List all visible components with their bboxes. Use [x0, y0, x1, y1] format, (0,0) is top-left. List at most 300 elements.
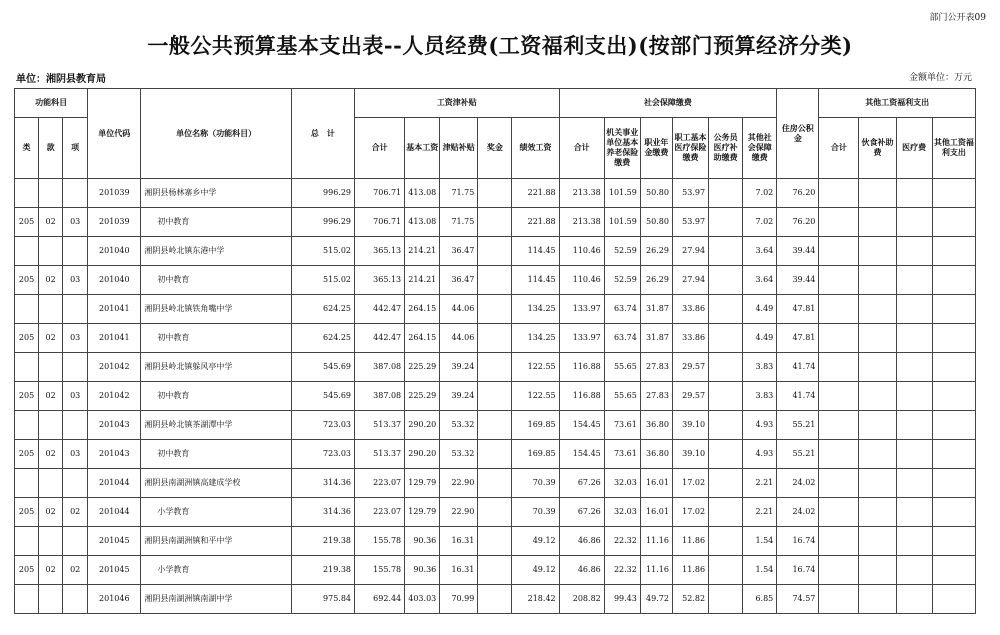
budget-table: [14, 88, 976, 614]
medical-cell: 27.94: [672, 237, 708, 266]
total-cell: 515.02: [291, 237, 354, 266]
header-xiang: 项: [63, 118, 88, 179]
housing-fund-cell: 24.02: [777, 498, 819, 527]
med-fee-cell: [896, 295, 932, 324]
header-total: 总 计: [291, 89, 354, 179]
unit-code-cell: 201039: [88, 179, 141, 208]
kuan-cell: [39, 295, 63, 324]
other-social-cell: 3.64: [743, 237, 777, 266]
bonus-cell: [478, 469, 512, 498]
pension-cell: 63.74: [604, 324, 640, 353]
medical-cell: 17.02: [672, 498, 708, 527]
xiang-cell: [63, 469, 88, 498]
bonus-cell: [478, 179, 512, 208]
table-row: [15, 353, 976, 382]
total-cell: 996.29: [291, 208, 354, 237]
civil-medical-cell: [709, 440, 743, 469]
wa-total-cell: 365.13: [355, 266, 405, 295]
housing-fund-cell: 16.74: [777, 527, 819, 556]
ow-total-cell: [819, 411, 859, 440]
pension-cell: 32.03: [604, 498, 640, 527]
merit-wage-cell: 122.55: [512, 353, 559, 382]
medical-cell: 33.86: [672, 295, 708, 324]
housing-fund-cell: 39.44: [777, 266, 819, 295]
med-fee-cell: [896, 556, 932, 585]
allowance-cell: 53.32: [440, 440, 478, 469]
ow-total-cell: [819, 266, 859, 295]
basic-wage-cell: 129.79: [405, 498, 440, 527]
unit-code-cell: 201040: [88, 266, 141, 295]
kuan-cell: 02: [39, 266, 63, 295]
form-code: 部门公开表09: [929, 13, 986, 23]
ss-total-cell: 110.46: [559, 266, 604, 295]
basic-wage-cell: 225.29: [405, 382, 440, 411]
header-merit-wage: 绩效工资: [512, 118, 559, 179]
other-social-cell: 4.49: [743, 324, 777, 353]
xiang-cell: 03: [63, 440, 88, 469]
xiang-cell: [63, 237, 88, 266]
ow-total-cell: [819, 208, 859, 237]
pension-cell: 101.59: [604, 208, 640, 237]
kuan-cell: [39, 585, 63, 614]
housing-fund-cell: 47.81: [777, 295, 819, 324]
unit-name-cell: 湘阴县南湖洲镇高建成学校: [141, 469, 291, 498]
bonus-cell: [478, 382, 512, 411]
bonus-cell: [478, 527, 512, 556]
wa-total-cell: 706.71: [355, 179, 405, 208]
meal-cell: [859, 585, 896, 614]
annuity-cell: 26.29: [640, 237, 672, 266]
pension-cell: 55.65: [604, 382, 640, 411]
medical-cell: 39.10: [672, 440, 708, 469]
housing-fund-cell: 16.74: [777, 556, 819, 585]
civil-medical-cell: [709, 179, 743, 208]
meal-cell: [859, 266, 896, 295]
housing-fund-cell: 55.21: [777, 411, 819, 440]
table-row: [15, 179, 976, 208]
total-cell: 975.84: [291, 585, 354, 614]
table-row: [15, 469, 976, 498]
total-cell: 624.25: [291, 295, 354, 324]
header-kuan: 款: [39, 118, 63, 179]
other-wage-cell: [932, 411, 975, 440]
housing-fund-cell: 47.81: [777, 324, 819, 353]
bonus-cell: [478, 498, 512, 527]
ss-total-cell: 46.86: [559, 527, 604, 556]
bonus-cell: [478, 324, 512, 353]
unit-code-cell: 201044: [88, 498, 141, 527]
meal-cell: [859, 556, 896, 585]
unit-name-cell: 湘阴县南湖洲镇和平中学: [141, 527, 291, 556]
lei-cell: [15, 469, 39, 498]
wa-total-cell: 155.78: [355, 527, 405, 556]
pension-cell: 22.32: [604, 527, 640, 556]
other-wage-cell: [932, 324, 975, 353]
civil-medical-cell: [709, 411, 743, 440]
annuity-cell: 50.80: [640, 179, 672, 208]
other-social-cell: 7.02: [743, 208, 777, 237]
unit-label: 单位：湘阴县教育局: [16, 74, 106, 85]
med-fee-cell: [896, 411, 932, 440]
table-row: [15, 237, 976, 266]
money-unit-label: 金额单位：万元: [908, 73, 972, 83]
header-pension: 机关事业单位基本养老保险缴费: [604, 118, 640, 179]
kuan-cell: [39, 411, 63, 440]
bonus-cell: [478, 266, 512, 295]
table-row: [15, 295, 976, 324]
housing-fund-cell: 41.74: [777, 382, 819, 411]
header-lei: 类: [15, 118, 39, 179]
other-social-cell: 4.49: [743, 295, 777, 324]
table-body: [15, 179, 976, 614]
page-title: 一般公共预算基本支出表--人员经费(工资福利支出)(按部门预算经济分类): [147, 33, 853, 58]
lei-cell: 205: [15, 440, 39, 469]
table-row: [15, 498, 976, 527]
other-wage-cell: [932, 237, 975, 266]
unit-name-cell: 初中教育: [141, 266, 291, 295]
basic-wage-cell: 413.08: [405, 179, 440, 208]
merit-wage-cell: 134.25: [512, 324, 559, 353]
ss-total-cell: 208.82: [559, 585, 604, 614]
civil-medical-cell: [709, 382, 743, 411]
bonus-cell: [478, 411, 512, 440]
unit-name-cell: 初中教育: [141, 208, 291, 237]
lei-cell: [15, 353, 39, 382]
ow-total-cell: [819, 585, 859, 614]
ss-total-cell: 110.46: [559, 237, 604, 266]
header-basic-wage: 基本工资: [405, 118, 440, 179]
other-social-cell: 3.64: [743, 266, 777, 295]
medical-cell: 53.97: [672, 179, 708, 208]
medical-cell: 29.57: [672, 353, 708, 382]
meal-cell: [859, 527, 896, 556]
xiang-cell: 03: [63, 324, 88, 353]
ss-total-cell: 46.86: [559, 556, 604, 585]
med-fee-cell: [896, 179, 932, 208]
wa-total-cell: 387.08: [355, 382, 405, 411]
xiang-cell: 03: [63, 382, 88, 411]
annuity-cell: 16.01: [640, 469, 672, 498]
basic-wage-cell: 290.20: [405, 440, 440, 469]
wa-total-cell: 692.44: [355, 585, 405, 614]
med-fee-cell: [896, 353, 932, 382]
ow-total-cell: [819, 353, 859, 382]
wa-total-cell: 513.37: [355, 411, 405, 440]
allowance-cell: 39.24: [440, 353, 478, 382]
other-wage-cell: [932, 208, 975, 237]
annuity-cell: 36.80: [640, 440, 672, 469]
allowance-cell: 22.90: [440, 498, 478, 527]
other-wage-cell: [932, 266, 975, 295]
bonus-cell: [478, 208, 512, 237]
unit-code-cell: 201043: [88, 411, 141, 440]
basic-wage-cell: 264.15: [405, 324, 440, 353]
ow-total-cell: [819, 237, 859, 266]
unit-code-cell: 201043: [88, 440, 141, 469]
unit-name-cell: 湘阴县岭北镇茶湖潭中学: [141, 411, 291, 440]
annuity-cell: 11.16: [640, 556, 672, 585]
housing-fund-cell: 76.20: [777, 179, 819, 208]
meal-cell: [859, 498, 896, 527]
merit-wage-cell: 49.12: [512, 556, 559, 585]
unit-code-cell: 201041: [88, 295, 141, 324]
merit-wage-cell: 49.12: [512, 527, 559, 556]
merit-wage-cell: 169.85: [512, 440, 559, 469]
xiang-cell: [63, 179, 88, 208]
table-row: [15, 556, 976, 585]
med-fee-cell: [896, 382, 932, 411]
basic-wage-cell: 413.08: [405, 208, 440, 237]
other-social-cell: 6.85: [743, 585, 777, 614]
total-cell: 219.38: [291, 527, 354, 556]
meal-cell: [859, 295, 896, 324]
total-cell: 314.36: [291, 498, 354, 527]
meal-cell: [859, 179, 896, 208]
lei-cell: [15, 237, 39, 266]
total-cell: 624.25: [291, 324, 354, 353]
other-wage-cell: [932, 469, 975, 498]
kuan-cell: [39, 179, 63, 208]
header-unit-name: 单位名称（功能科目）: [141, 89, 291, 179]
housing-fund-cell: 24.02: [777, 469, 819, 498]
ow-total-cell: [819, 382, 859, 411]
basic-wage-cell: 264.15: [405, 295, 440, 324]
bonus-cell: [478, 353, 512, 382]
meal-cell: [859, 440, 896, 469]
meal-cell: [859, 469, 896, 498]
pension-cell: 55.65: [604, 353, 640, 382]
medical-cell: 17.02: [672, 469, 708, 498]
allowance-cell: 70.99: [440, 585, 478, 614]
total-cell: 219.38: [291, 556, 354, 585]
kuan-cell: 02: [39, 324, 63, 353]
ss-total-cell: 213.38: [559, 208, 604, 237]
merit-wage-cell: 70.39: [512, 469, 559, 498]
total-cell: 996.29: [291, 179, 354, 208]
lei-cell: [15, 527, 39, 556]
kuan-cell: 02: [39, 556, 63, 585]
basic-wage-cell: 129.79: [405, 469, 440, 498]
med-fee-cell: [896, 237, 932, 266]
header-allowance: 津贴补贴: [440, 118, 478, 179]
xiang-cell: [63, 295, 88, 324]
table-row: [15, 382, 976, 411]
ow-total-cell: [819, 179, 859, 208]
bonus-cell: [478, 295, 512, 324]
table-row: [15, 440, 976, 469]
unit-name-cell: 湘阴县南湖洲镇南湖中学: [141, 585, 291, 614]
civil-medical-cell: [709, 237, 743, 266]
pension-cell: 63.74: [604, 295, 640, 324]
civil-medical-cell: [709, 353, 743, 382]
xiang-cell: [63, 527, 88, 556]
pension-cell: 32.03: [604, 469, 640, 498]
med-fee-cell: [896, 585, 932, 614]
lei-cell: 205: [15, 266, 39, 295]
unit-code-cell: 201045: [88, 527, 141, 556]
ss-total-cell: 133.97: [559, 295, 604, 324]
allowance-cell: 44.06: [440, 324, 478, 353]
ow-total-cell: [819, 440, 859, 469]
xiang-cell: 03: [63, 208, 88, 237]
other-social-cell: 4.93: [743, 440, 777, 469]
housing-fund-cell: 41.74: [777, 353, 819, 382]
unit-code-cell: 201042: [88, 382, 141, 411]
housing-fund-cell: 74.57: [777, 585, 819, 614]
lei-cell: [15, 295, 39, 324]
meal-cell: [859, 324, 896, 353]
housing-fund-cell: 39.44: [777, 237, 819, 266]
lei-cell: 205: [15, 208, 39, 237]
ow-total-cell: [819, 295, 859, 324]
other-wage-cell: [932, 353, 975, 382]
total-cell: 314.36: [291, 469, 354, 498]
kuan-cell: [39, 237, 63, 266]
civil-medical-cell: [709, 498, 743, 527]
ss-total-cell: 154.45: [559, 440, 604, 469]
basic-wage-cell: 214.21: [405, 266, 440, 295]
unit-name-cell: 湘阴县岭北镇东港中学: [141, 237, 291, 266]
lei-cell: 205: [15, 382, 39, 411]
basic-wage-cell: 214.21: [405, 237, 440, 266]
medical-cell: 53.97: [672, 208, 708, 237]
header-other-social: 其他社会保障缴费: [743, 118, 777, 179]
wa-total-cell: 365.13: [355, 237, 405, 266]
medical-cell: 29.57: [672, 382, 708, 411]
medical-cell: 11.86: [672, 527, 708, 556]
other-social-cell: 1.54: [743, 556, 777, 585]
other-social-cell: 3.83: [743, 382, 777, 411]
ow-total-cell: [819, 324, 859, 353]
allowance-cell: 16.31: [440, 556, 478, 585]
other-social-cell: 1.54: [743, 527, 777, 556]
ow-total-cell: [819, 556, 859, 585]
annuity-cell: 11.16: [640, 527, 672, 556]
table-row: [15, 411, 976, 440]
allowance-cell: 36.47: [440, 266, 478, 295]
merit-wage-cell: 218.42: [512, 585, 559, 614]
xiang-cell: 02: [63, 498, 88, 527]
basic-wage-cell: 225.29: [405, 353, 440, 382]
other-wage-cell: [932, 179, 975, 208]
annuity-cell: 31.87: [640, 324, 672, 353]
wa-total-cell: 155.78: [355, 556, 405, 585]
header-wage-allowance: 工资津补贴: [355, 89, 560, 118]
pension-cell: 101.59: [604, 179, 640, 208]
header-unit-code: 单位代码: [88, 89, 141, 179]
merit-wage-cell: 221.88: [512, 179, 559, 208]
table-row: [15, 266, 976, 295]
header-ss-total: 合计: [559, 118, 604, 179]
allowance-cell: 39.24: [440, 382, 478, 411]
unit-name-cell: 小学教育: [141, 556, 291, 585]
table-row: [15, 324, 976, 353]
header-housing-fund: 住房公积金: [777, 89, 819, 179]
kuan-cell: 02: [39, 440, 63, 469]
pension-cell: 22.32: [604, 556, 640, 585]
unit-name-cell: 小学教育: [141, 498, 291, 527]
unit-name-cell: 湘阴县杨林寨乡中学: [141, 179, 291, 208]
unit-name-cell: 初中教育: [141, 382, 291, 411]
unit-code-cell: 201044: [88, 469, 141, 498]
civil-medical-cell: [709, 469, 743, 498]
xiang-cell: [63, 353, 88, 382]
header-bonus: 奖金: [478, 118, 512, 179]
wa-total-cell: 513.37: [355, 440, 405, 469]
pension-cell: 52.59: [604, 266, 640, 295]
civil-medical-cell: [709, 556, 743, 585]
medical-cell: 39.10: [672, 411, 708, 440]
unit-code-cell: 201040: [88, 237, 141, 266]
wa-total-cell: 387.08: [355, 353, 405, 382]
kuan-cell: [39, 353, 63, 382]
annuity-cell: 49.72: [640, 585, 672, 614]
other-social-cell: 4.93: [743, 411, 777, 440]
annuity-cell: 16.01: [640, 498, 672, 527]
annuity-cell: 26.29: [640, 266, 672, 295]
merit-wage-cell: 70.39: [512, 498, 559, 527]
table-row: [15, 527, 976, 556]
housing-fund-cell: 76.20: [777, 208, 819, 237]
annuity-cell: 27.83: [640, 382, 672, 411]
unit-code-cell: 201039: [88, 208, 141, 237]
bonus-cell: [478, 440, 512, 469]
meal-cell: [859, 208, 896, 237]
lei-cell: [15, 411, 39, 440]
allowance-cell: 16.31: [440, 527, 478, 556]
total-cell: 515.02: [291, 266, 354, 295]
med-fee-cell: [896, 469, 932, 498]
pension-cell: 73.61: [604, 440, 640, 469]
merit-wage-cell: 114.45: [512, 266, 559, 295]
meal-cell: [859, 382, 896, 411]
other-wage-cell: [932, 527, 975, 556]
bonus-cell: [478, 585, 512, 614]
allowance-cell: 71.75: [440, 208, 478, 237]
annuity-cell: 36.80: [640, 411, 672, 440]
unit-code-cell: 201041: [88, 324, 141, 353]
header-annuity: 职业年金缴费: [640, 118, 672, 179]
civil-medical-cell: [709, 324, 743, 353]
kuan-cell: [39, 527, 63, 556]
other-wage-cell: [932, 556, 975, 585]
wa-total-cell: 442.47: [355, 295, 405, 324]
header-med-fee: 医疗费: [896, 118, 932, 179]
header-other-welfare: 其他工资福利支出: [819, 89, 976, 118]
med-fee-cell: [896, 498, 932, 527]
pension-cell: 73.61: [604, 411, 640, 440]
header-meal: 伙食补助费: [859, 118, 896, 179]
annuity-cell: 31.87: [640, 295, 672, 324]
civil-medical-cell: [709, 266, 743, 295]
ss-total-cell: 213.38: [559, 179, 604, 208]
xiang-cell: [63, 585, 88, 614]
basic-wage-cell: 90.36: [405, 527, 440, 556]
civil-medical-cell: [709, 527, 743, 556]
other-wage-cell: [932, 498, 975, 527]
wa-total-cell: 223.07: [355, 498, 405, 527]
med-fee-cell: [896, 527, 932, 556]
wa-total-cell: 223.07: [355, 469, 405, 498]
other-wage-cell: [932, 382, 975, 411]
total-cell: 545.69: [291, 353, 354, 382]
ss-total-cell: 67.26: [559, 469, 604, 498]
unit-code-cell: 201046: [88, 585, 141, 614]
ss-total-cell: 154.45: [559, 411, 604, 440]
basic-wage-cell: 290.20: [405, 411, 440, 440]
med-fee-cell: [896, 266, 932, 295]
civil-medical-cell: [709, 295, 743, 324]
